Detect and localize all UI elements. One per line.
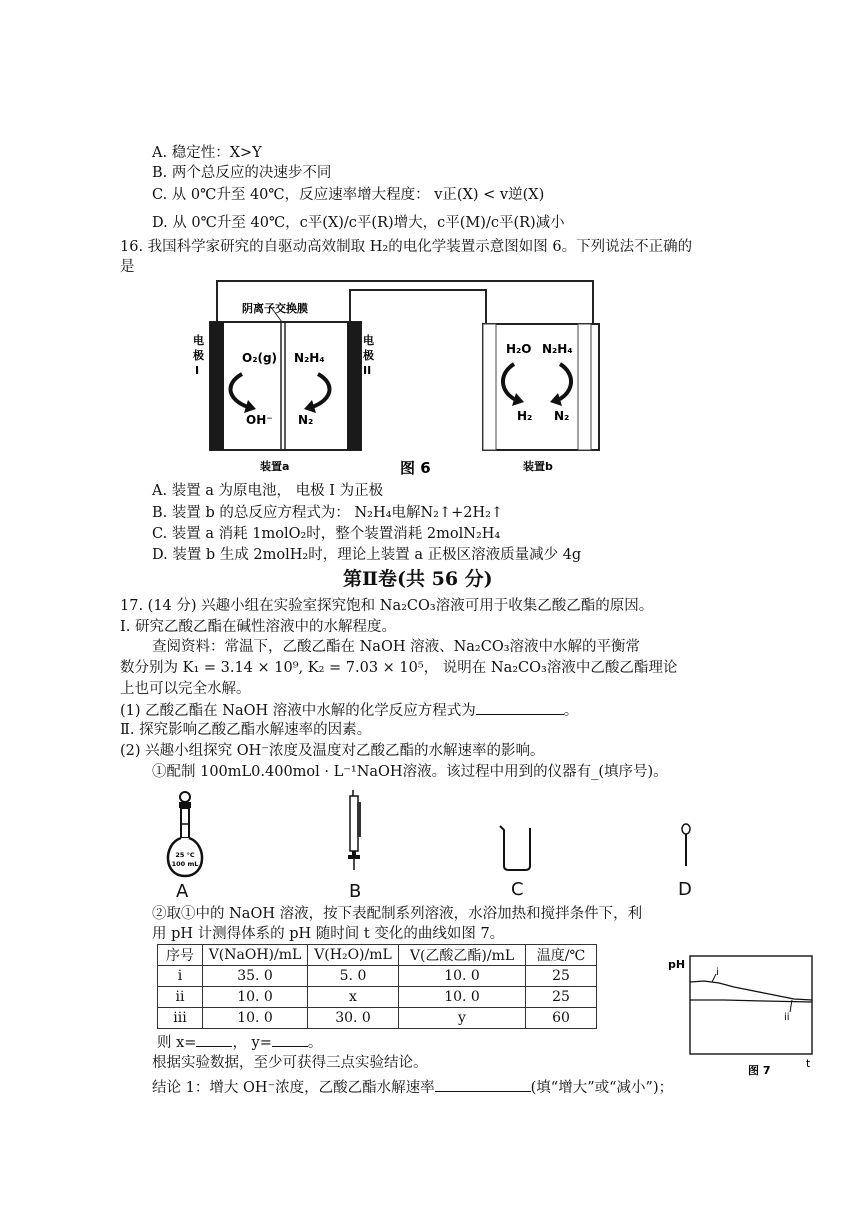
table-header-cell: V(乙酸乙酯)/mL xyxy=(399,945,526,966)
q17-step1: ①配制 100mL0.400mol · L⁻¹NaOH溶液。该过程中用到的仪器有_(填序号)。 xyxy=(152,764,668,780)
figure-6-apparatus xyxy=(190,276,620,481)
table-cell: ii xyxy=(158,987,203,1008)
table-cell: 5. 0 xyxy=(308,966,399,987)
q17-part1: I. 研究乙酸乙酯在碱性溶液中的水解程度。 xyxy=(120,619,396,635)
flask-text-temp: 25 °C xyxy=(175,851,195,859)
q17-part2: Ⅱ. 探究影响乙酸乙酯水解速率的因素。 xyxy=(120,722,372,738)
table-cell: iii xyxy=(158,1008,203,1029)
q16-option-d: D. 装置 b 生成 2molH₂时，理论上装置 a 正极区溶液质量减少 4g xyxy=(152,547,582,563)
q17-xy-line xyxy=(157,1032,322,1053)
electrode-1 xyxy=(210,322,224,450)
b-species-h2: H₂ xyxy=(517,409,533,423)
fig7-caption: 图 7 xyxy=(748,1064,771,1077)
experiment-table xyxy=(157,944,597,1029)
electrode2-label-2: 极 xyxy=(363,349,374,362)
table-cell: y xyxy=(399,1008,526,1029)
electrode-b-right xyxy=(578,324,591,450)
q17-step2-line2: 用 pH 计测得体系的 pH 随时间 t 变化的曲线如图 7。 xyxy=(152,926,505,942)
y-answer-blank[interactable] xyxy=(272,1032,308,1047)
q16-option-b: B. 装置 b 的总反应方程式为： N₂H₄电解N₂↑+2H₂↑ xyxy=(152,505,504,521)
b-species-n2: N₂ xyxy=(554,409,570,423)
table-header-cell: 温度/℃ xyxy=(526,945,597,966)
table-cell: 30. 0 xyxy=(308,1008,399,1029)
curve-ii-label: ii xyxy=(784,1012,790,1023)
table-cell: 25 xyxy=(526,966,597,987)
curve-i-label: i xyxy=(716,967,719,978)
electrode2-label-1: 电 xyxy=(363,334,374,347)
table-cell: x xyxy=(308,987,399,1008)
fig7-xlabel: t xyxy=(806,1057,811,1070)
instrument-burette xyxy=(340,788,370,878)
xy-prefix: 则 x= xyxy=(157,1035,197,1051)
q16-stem-line2: 是 xyxy=(120,259,135,275)
a-species-oh: OH⁻ xyxy=(246,413,273,427)
device-a-label: 装置a xyxy=(260,460,290,473)
conclusion1-end: (填“增大”或“减小”)； xyxy=(530,1080,674,1096)
electrode1-label-2: 极 xyxy=(193,349,204,362)
q17-sub1 xyxy=(120,700,578,721)
table-header-cell: V(H₂O)/mL xyxy=(308,945,399,966)
instrument-label-c: C xyxy=(511,879,524,900)
table-row xyxy=(158,987,597,1008)
q17-ref-line3: 上也可以完全水解。 xyxy=(120,681,251,697)
q15-option-d: D. 从 0℃升至 40℃，c平(X)/c平(R)增大，c平(M)/c平(R)减小 xyxy=(152,215,565,231)
instrument-label-a: A xyxy=(176,881,189,902)
x-answer-blank[interactable] xyxy=(196,1032,232,1047)
table-cell: 10. 0 xyxy=(399,987,526,1008)
q17-conclusion1 xyxy=(152,1077,673,1098)
table-cell: 35. 0 xyxy=(203,966,308,987)
figure-7-ph-plot xyxy=(664,950,824,1080)
electrode2-label-3: II xyxy=(363,364,372,377)
table-cell: i xyxy=(158,966,203,987)
conclusion1-answer-blank[interactable] xyxy=(435,1077,531,1092)
q16-option-c: C. 装置 a 消耗 1molO₂时，整个装置消耗 2molN₂H₄ xyxy=(152,526,501,542)
electrode1-label-1: 电 xyxy=(193,334,204,347)
table-row xyxy=(158,1008,597,1029)
b-species-h2o: H₂O xyxy=(506,342,532,356)
instrument-volumetric-flask xyxy=(160,790,210,880)
figure-6-caption: 图 6 xyxy=(400,459,431,477)
table-header-row xyxy=(158,945,597,966)
a-species-o2: O₂(g) xyxy=(242,351,278,365)
q15-option-b: B. 两个总反应的决速步不同 xyxy=(152,165,332,181)
electrode-b-left xyxy=(483,324,496,450)
table-cell: 60 xyxy=(526,1008,597,1029)
table-header-cell: 序号 xyxy=(158,945,203,966)
electrode-2 xyxy=(347,322,361,450)
table-header-cell: V(NaOH)/mL xyxy=(203,945,308,966)
fig7-ylabel: pH xyxy=(668,958,686,971)
q15-option-c: C. 从 0℃升至 40℃，反应速率增大程度： v正(X) < v逆(X) xyxy=(152,187,545,203)
instrument-label-d: D xyxy=(678,879,692,900)
q17-ref-line1: 查阅资料：常温下，乙酸乙酯在 NaOH 溶液、Na₂CO₃溶液中水解的平衡常 xyxy=(152,639,641,655)
a-species-n2h4: N₂H₄ xyxy=(294,351,325,365)
table-cell: 10. 0 xyxy=(399,966,526,987)
q17-ref-line2: 数分别为 K₁ = 3.14 × 10⁹, K₂ = 7.03 × 10⁵， 说明在 Na₂CO₃溶液中乙酸乙酯理论 xyxy=(120,660,678,676)
instrument-beaker xyxy=(496,822,536,872)
b-species-n2h4: N₂H₄ xyxy=(542,342,573,356)
q17-step2-line1: ②取①中的 NaOH 溶液，按下表配制系列溶液，水浴加热和搅拌条件下，利 xyxy=(152,906,643,922)
table-cell: 25 xyxy=(526,987,597,1008)
xy-end: 。 xyxy=(307,1035,323,1051)
instrument-dropper xyxy=(676,822,696,872)
flask-text-volume: 100 mL xyxy=(171,860,199,868)
conclusion1-text: 结论 1：增大 OH⁻浓度，乙酸乙酯水解速率 xyxy=(152,1080,435,1096)
electrode1-label-3: I xyxy=(195,364,200,377)
q17-conclusion-intro: 根据实验数据，至少可获得三点实验结论。 xyxy=(152,1055,428,1071)
q17-intro: 17. (14 分) 兴趣小组在实验室探究饱和 Na₂CO₃溶液可用于收集乙酸乙酯的原因。 xyxy=(120,598,654,614)
q17-sub2: (2) 兴趣小组探究 OH⁻浓度及温度对乙酸乙酯的水解速率的影响。 xyxy=(120,743,545,759)
table-cell: 10. 0 xyxy=(203,987,308,1008)
q17-sub1-text: (1) 乙酸乙酯在 NaOH 溶液中水解的化学反应方程式为 xyxy=(120,703,476,719)
membrane-label: 阴离子交换膜 xyxy=(242,302,308,315)
instrument-label-b: B xyxy=(349,881,362,902)
xy-mid: ， y= xyxy=(232,1035,272,1051)
device-b-label: 装置b xyxy=(523,460,553,473)
section-title: 第Ⅱ卷(共 56 分) xyxy=(343,568,493,590)
table-row xyxy=(158,966,597,987)
q17-sub1-end: 。 xyxy=(563,703,579,719)
q16-option-a: A. 装置 a 为原电池， 电极 I 为正极 xyxy=(152,483,384,499)
table-cell: 10. 0 xyxy=(203,1008,308,1029)
q15-option-a: A. 稳定性：X>Y xyxy=(152,145,262,161)
q16-stem-line1: 16. 我国科学家研究的自驱动高效制取 H₂的电化学装置示意图如图 6。下列说法不正确的 xyxy=(120,239,693,255)
q17-sub1-answer-blank[interactable] xyxy=(476,700,564,715)
a-species-n2: N₂ xyxy=(298,413,314,427)
